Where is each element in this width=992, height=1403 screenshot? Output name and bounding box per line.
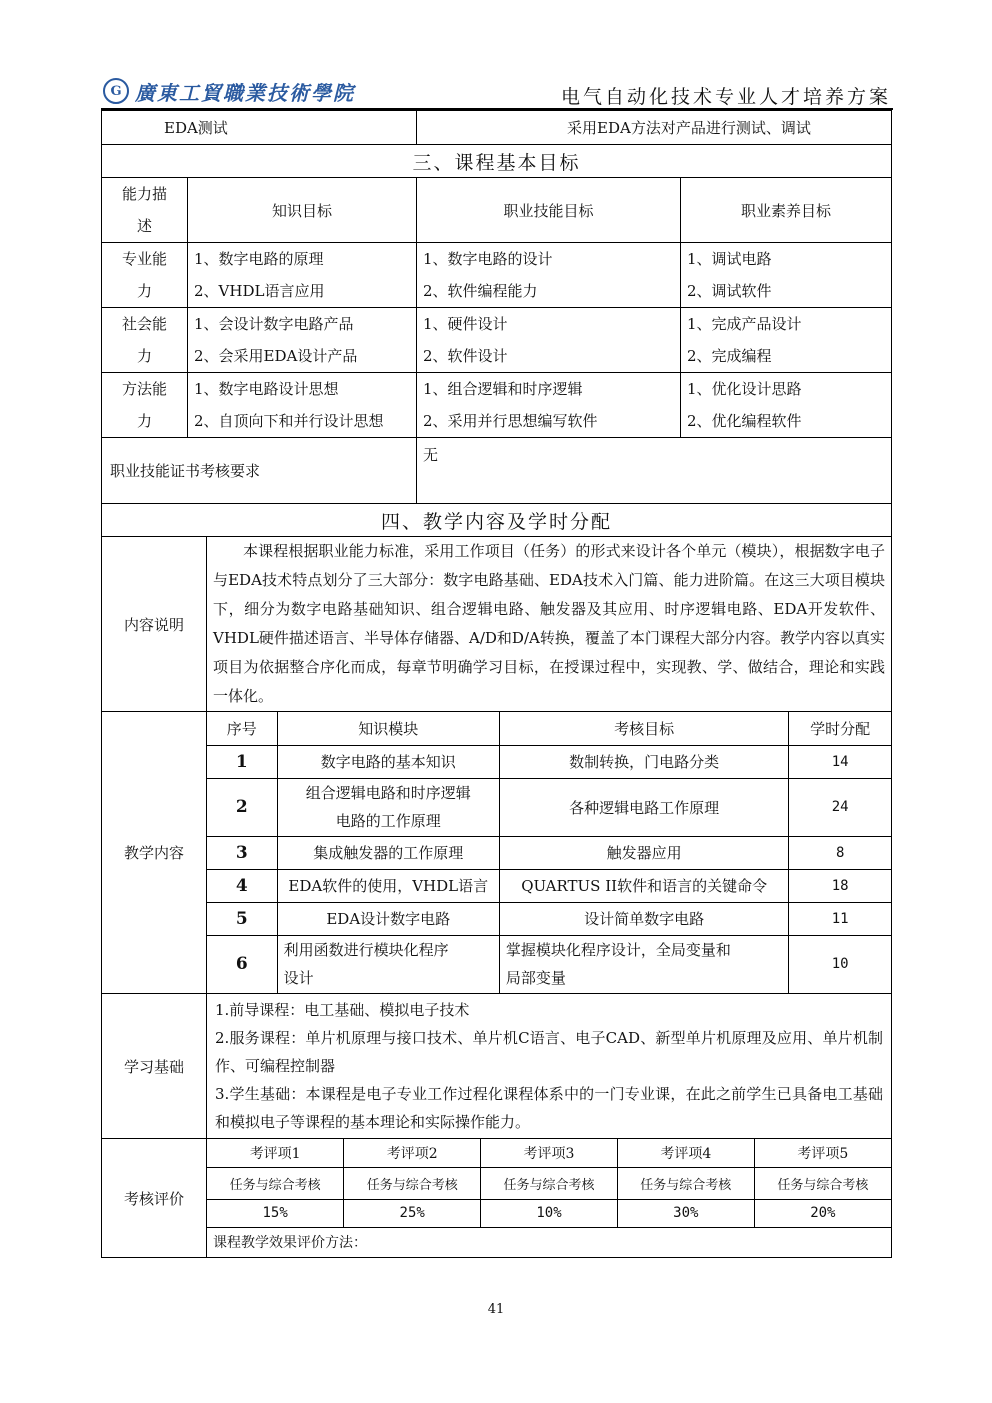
col-header-no: 序号	[207, 712, 277, 745]
assess-item-type: 任务与综合考核	[344, 1167, 481, 1199]
hours-cell: 14	[789, 745, 891, 778]
goal-cell: 设计简单数字电路	[499, 902, 788, 935]
knowledge-cell: 1、数字电路的原理 2、VHDL语言应用	[188, 243, 417, 308]
content-label: 内容说明	[102, 537, 207, 712]
hours-cell: 24	[789, 778, 891, 836]
ability-label: 社会能 力	[102, 308, 188, 373]
document-title: 电气自动化技术专业人才培养方案	[560, 86, 891, 108]
quality-cell: 1、调试电路 2、调试软件	[681, 243, 892, 308]
teaching-row	[207, 869, 891, 902]
assess-item-type: 任务与综合考核	[207, 1167, 344, 1199]
teaching-row	[207, 902, 891, 935]
eda-test-label: EDA测试	[102, 111, 417, 145]
content-text: 本课程根据职业能力标准，采用工作项目（任务）的形式来设计各个单元（模块），根据数字电子与EDA技术特点划分了三大部分：数字电路基础、EDA技术入门篇、能力进阶篇。在这三大项目模块下，细分为数字电路基础知识、组合逻辑电路、触发器及其应用、时序逻辑电路、EDA开发软件、VHDL硬件描述语言、半导体存储器、A/D和D/A转换，覆盖了本门课程大部分内容。教学内容以真实项目为依据整合序化而成，每章节明确学习目标，在授课过程中，实现教、学、做结合，理论和实践一体化。	[207, 537, 892, 712]
module-cell: 数字电路的基本知识	[277, 745, 499, 778]
row-number: 2	[207, 778, 277, 836]
goals-row	[102, 243, 892, 308]
assess-item-name: 考评项3	[481, 1139, 618, 1167]
module-cell: 集成触发器的工作原理	[277, 836, 499, 869]
certificate-value: 无	[417, 438, 892, 504]
knowledge-cell: 1、数字电路设计思想 2、自顶向下和并行设计思想	[188, 373, 417, 438]
quality-header: 职业素养目标	[681, 178, 892, 243]
row-number: 5	[207, 902, 277, 935]
knowledge-cell: 1、会设计数字电路产品 2、会采用EDA设计产品	[188, 308, 417, 373]
module-cell: 组合逻辑电路和时序逻辑 电路的工作原理	[277, 778, 499, 836]
school-logo	[103, 76, 355, 106]
teaching-table	[207, 712, 891, 993]
assessment-table	[207, 1139, 891, 1257]
hours-cell: 8	[789, 836, 891, 869]
school-name: 廣東工貿職業技術學院	[135, 80, 355, 105]
eval-method-row	[207, 1227, 891, 1257]
row-number: 3	[207, 836, 277, 869]
assess-item-name: 考评项5	[754, 1139, 891, 1167]
module-cell: EDA软件的使用，VHDL语言	[277, 869, 499, 902]
basis-label: 学习基础	[102, 994, 207, 1139]
assess-item-weight: 30%	[617, 1199, 754, 1227]
assess-weight-row	[207, 1199, 891, 1227]
basis-text	[207, 994, 892, 1139]
quality-cell: 1、优化设计思路 2、优化编程软件	[681, 373, 892, 438]
skill-cell: 1、组合逻辑和时序逻辑 2、采用并行思想编写软件	[417, 373, 681, 438]
content-description-row	[102, 537, 892, 712]
assess-item-name: 考评项4	[617, 1139, 754, 1167]
eda-test-desc: 采用EDA方法对产品进行测试、调试	[417, 111, 892, 145]
teaching-table-cell	[207, 712, 892, 994]
skill-header: 职业技能目标	[417, 178, 681, 243]
assess-item-type: 任务与综合考核	[754, 1167, 891, 1199]
hours-cell: 18	[789, 869, 891, 902]
goal-cell: 触发器应用	[499, 836, 788, 869]
goals-row	[102, 373, 892, 438]
skill-cell: 1、数字电路的设计 2、软件编程能力	[417, 243, 681, 308]
assess-name-row	[207, 1139, 891, 1167]
assess-item-name: 考评项1	[207, 1139, 344, 1167]
page-number: 41	[487, 1302, 505, 1317]
eda-test-row	[102, 111, 892, 145]
eval-method: 课程教学效果评价方法：	[207, 1227, 891, 1257]
teaching-header-row	[207, 712, 891, 745]
hours-cell: 11	[789, 902, 891, 935]
col-header-goal: 考核目标	[499, 712, 788, 745]
knowledge-header: 知识目标	[188, 178, 417, 243]
hours-cell: 10	[789, 935, 891, 993]
assessment-cell	[207, 1139, 892, 1258]
module-cell: 利用函数进行模块化程序 设计	[277, 935, 499, 993]
quality-cell: 1、完成产品设计 2、完成编程	[681, 308, 892, 373]
assess-item-weight: 10%	[481, 1199, 618, 1227]
assess-item-weight: 25%	[344, 1199, 481, 1227]
certificate-label: 职业技能证书考核要求	[102, 438, 417, 504]
page-header	[103, 74, 891, 108]
certificate-row	[102, 438, 892, 504]
goal-cell: QUARTUS II软件和语言的关键命令	[499, 869, 788, 902]
row-number: 1	[207, 745, 277, 778]
teaching-row	[207, 935, 891, 993]
goal-cell: 数制转换，门电路分类	[499, 745, 788, 778]
teaching-label: 教学内容	[102, 712, 207, 994]
ability-label: 专业能 力	[102, 243, 188, 308]
basis-line: 3.学生基础：本课程是电子专业工作过程化课程体系中的一门专业课，在此之前学生已具备电工基础和模拟电子等课程的基本理论和实际操作能力。	[215, 1085, 884, 1131]
teaching-content-row	[102, 712, 892, 994]
goals-header-row	[102, 178, 892, 243]
assess-item-weight: 20%	[754, 1199, 891, 1227]
assess-item-name: 考评项2	[344, 1139, 481, 1167]
col-header-module: 知识模块	[277, 712, 499, 745]
goals-row	[102, 308, 892, 373]
teaching-row	[207, 745, 891, 778]
basis-line: 2.服务课程：单片机原理与接口技术、单片机C语言、电子CAD、新型单片机原理及应用、单片机制作、可编程控制器	[215, 1029, 884, 1075]
skill-cell: 1、硬件设计 2、软件设计	[417, 308, 681, 373]
assessment-row	[102, 1139, 892, 1258]
course-table	[101, 110, 892, 1258]
assess-type-row	[207, 1167, 891, 1199]
assess-item-type: 任务与综合考核	[617, 1167, 754, 1199]
module-cell: EDA设计数字电路	[277, 902, 499, 935]
row-number: 4	[207, 869, 277, 902]
teaching-row	[207, 836, 891, 869]
assess-item-weight: 15%	[207, 1199, 344, 1227]
row-number: 6	[207, 935, 277, 993]
section-3-title: 三、课程基本目标	[102, 145, 892, 178]
teaching-row	[207, 778, 891, 836]
goal-cell: 掌握模块化程序设计，全局变量和 局部变量	[499, 935, 788, 993]
assessment-label: 考核评价	[102, 1139, 207, 1258]
learning-basis-row	[102, 994, 892, 1139]
basis-line: 1.前导课程：电工基础、模拟电子技术	[215, 1001, 470, 1019]
col-header-hours: 学时分配	[789, 712, 891, 745]
section-4-title: 四、教学内容及学时分配	[102, 504, 892, 537]
assess-item-type: 任务与综合考核	[481, 1167, 618, 1199]
school-emblem-icon: G	[103, 78, 129, 104]
ability-header: 能力描 述	[102, 178, 188, 243]
goal-cell: 各种逻辑电路工作原理	[499, 778, 788, 836]
ability-label: 方法能 力	[102, 373, 188, 438]
